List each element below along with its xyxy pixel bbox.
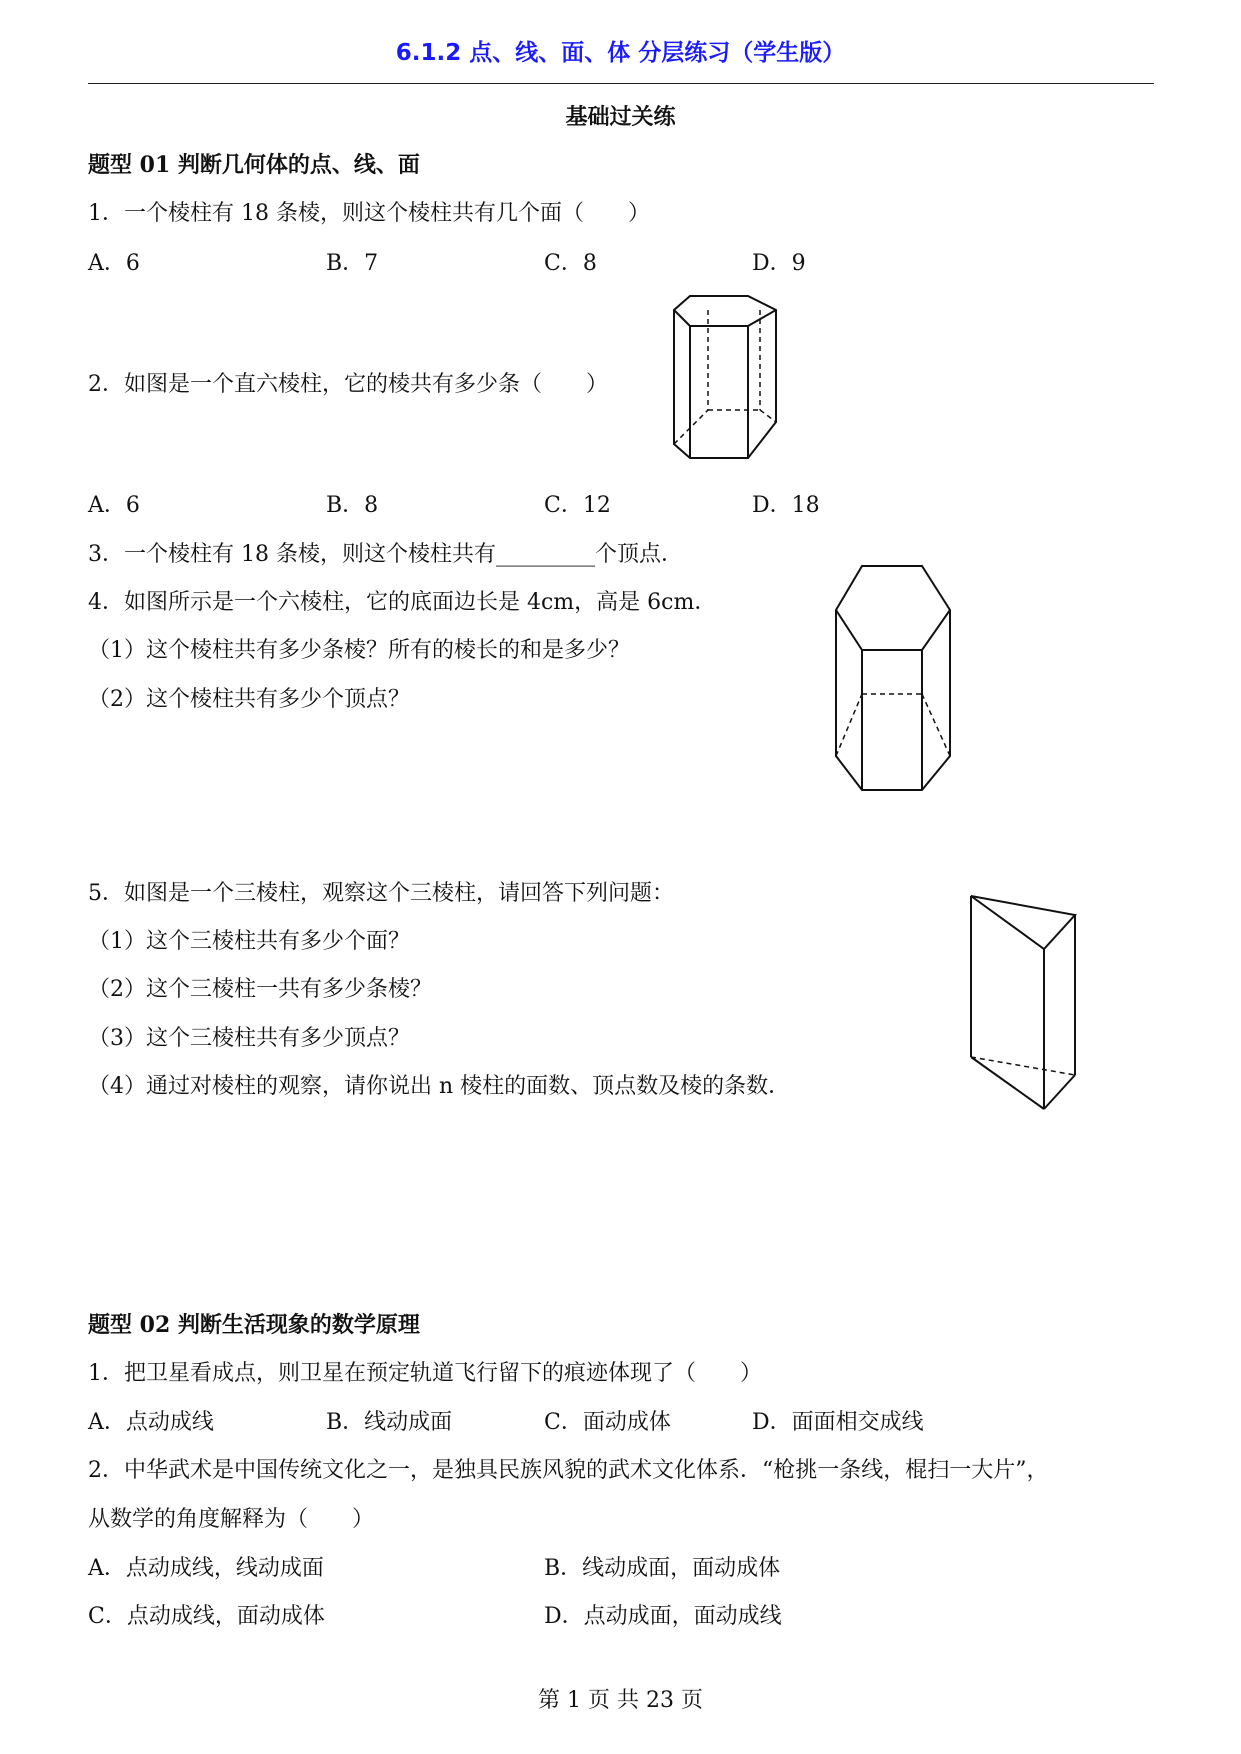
type1-heading: 题型 01 判断几何体的点、线、面 xyxy=(88,152,420,178)
type1-q3-stem: 3．一个棱柱有 18 条棱，则这个棱柱共有_________个顶点． xyxy=(88,542,683,567)
type1-q1-option-a: A．6 xyxy=(88,251,140,276)
type1-q2-option-d: D．18 xyxy=(752,493,820,518)
type1-q4-sub1: （1）这个棱柱共有多少条棱？所有的棱长的和是多少？ xyxy=(88,638,630,663)
type2-q1-option-b: B．线动成面 xyxy=(326,1410,453,1435)
type1-q5-sub4: （4）通过对棱柱的观察，请你说出 n 棱柱的面数、顶点数及棱的条数． xyxy=(88,1074,791,1099)
type2-q2-option-c: C．点动成线，面动成体 xyxy=(88,1604,325,1629)
type1-q5-sub1: （1）这个三棱柱共有多少个面？ xyxy=(88,929,410,954)
type1-q2-option-a: A．6 xyxy=(88,493,140,518)
type1-q2-option-c: C．12 xyxy=(544,493,611,518)
type2-q1-option-a: A．点动成线 xyxy=(88,1410,214,1435)
type1-q1-option-c: C．8 xyxy=(544,251,597,276)
type2-q1-stem: 1．把卫星看成点，则卫星在预定轨道飞行留下的痕迹体现了（ ） xyxy=(88,1361,762,1386)
triangular-prism-figure xyxy=(968,893,1080,1113)
type2-heading: 题型 02 判断生活现象的数学原理 xyxy=(88,1312,420,1338)
type2-q1-option-c: C．面动成体 xyxy=(544,1410,671,1435)
type1-q1-option-d: D．9 xyxy=(752,251,806,276)
type2-q2-option-a: A．点动成线，线动成面 xyxy=(88,1556,324,1581)
type1-q4-stem: 4．如图所示是一个六棱柱，它的底面边长是 4cm，高是 6cm． xyxy=(88,590,717,615)
page-title: 6.1.2 点、线、面、体 分层练习（学生版） xyxy=(395,40,846,66)
header-divider xyxy=(88,83,1154,84)
type1-q2-option-b: B．8 xyxy=(326,493,379,518)
section-title-basic: 基础过关练 xyxy=(565,104,676,130)
type2-q2-stem-line2: 从数学的角度解释为（ ） xyxy=(88,1507,375,1532)
hexagonal-prism-figure xyxy=(668,294,778,464)
type1-q4-sub2: （2）这个棱柱共有多少个顶点？ xyxy=(88,687,410,712)
type1-q5-sub2: （2）这个三棱柱一共有多少条棱？ xyxy=(88,977,432,1002)
type2-q2-option-d: D．点动成面，面动成线 xyxy=(544,1604,782,1629)
type2-q2-stem-line1: 2．中华武术是中国传统文化之一，是独具民族风貌的武术文化体系．“枪挑一条线，棍扫一大片”， xyxy=(88,1458,1049,1483)
type1-q2-stem: 2．如图是一个直六棱柱，它的棱共有多少条（ ） xyxy=(88,372,608,397)
type1-q5-sub3: （3）这个三棱柱共有多少顶点？ xyxy=(88,1026,410,1051)
type1-q1-stem: 1．一个棱柱有 18 条棱，则这个棱柱共有几个面（ ） xyxy=(88,201,650,226)
type2-q1-option-d: D．面面相交成线 xyxy=(752,1410,924,1435)
type1-q5-stem: 5．如图是一个三棱柱，观察这个三棱柱，请回答下列问题： xyxy=(88,881,674,906)
type2-q2-option-b: B．线动成面，面动成体 xyxy=(544,1556,781,1581)
page-number: 第 1 页 共 23 页 xyxy=(538,1688,703,1713)
hexagonal-prism-figure-q4 xyxy=(834,564,954,794)
type1-q1-option-b: B．7 xyxy=(326,251,379,276)
